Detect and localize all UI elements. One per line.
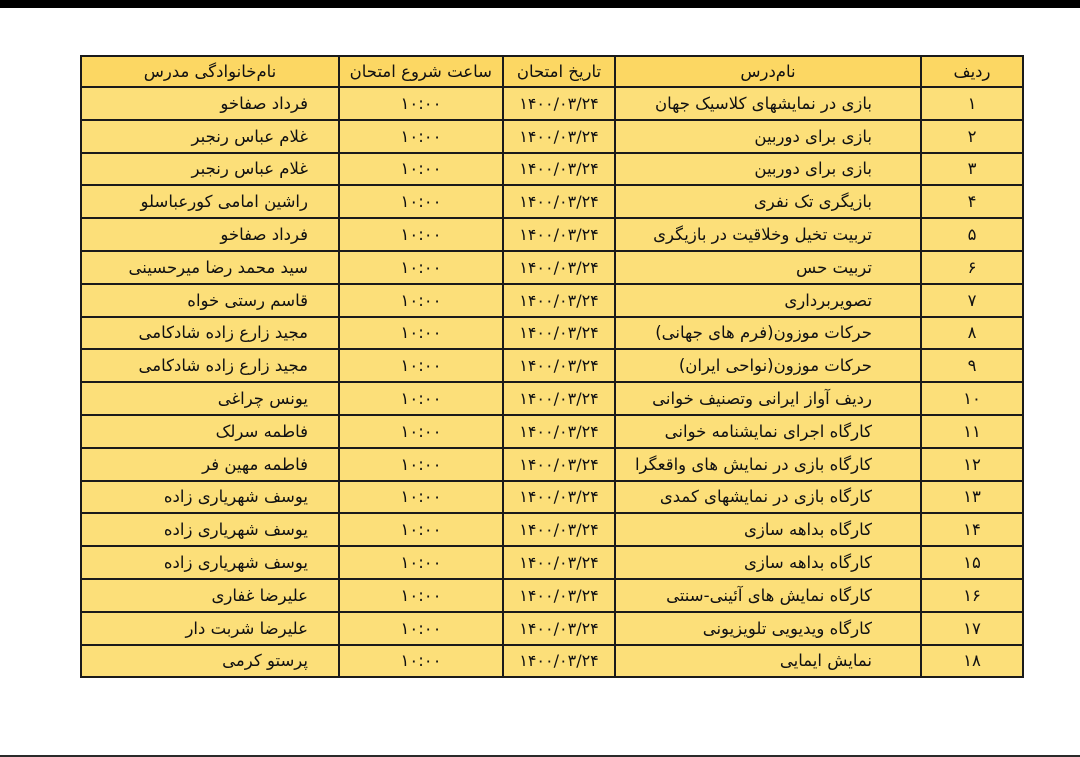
teacher-name-cell: علیرضا شربت دار [81, 612, 339, 645]
exam-time-cell: ۱۰:۰۰ [339, 153, 503, 186]
header-exam-date: تاریخ امتحان [503, 56, 615, 87]
row-number-cell: ۶ [921, 251, 1023, 284]
row-number-cell: ۴ [921, 185, 1023, 218]
header-teacher-name: نام‌خانوادگی مدرس [81, 56, 339, 87]
course-name-cell: بازی برای دوربین [615, 120, 921, 153]
exam-time-cell: ۱۰:۰۰ [339, 382, 503, 415]
row-number-cell: ۱۷ [921, 612, 1023, 645]
course-name-cell: بازی در نمایشهای کلاسیک جهان [615, 87, 921, 120]
exam-time-cell: ۱۰:۰۰ [339, 481, 503, 514]
teacher-name-cell: علیرضا غفاری [81, 579, 339, 612]
teacher-name-cell: یوسف شهریاری زاده [81, 513, 339, 546]
teacher-name-cell: فاطمه سرلک [81, 415, 339, 448]
exam-time-cell: ۱۰:۰۰ [339, 579, 503, 612]
teacher-name-cell: یوسف شهریاری زاده [81, 481, 339, 514]
exam-date-cell: ۱۴۰۰/۰۳/۲۴ [503, 349, 615, 382]
teacher-name-cell: مجید زارع زاده شادکامی [81, 317, 339, 350]
header-exam-time: ساعت شروع امتحان [339, 56, 503, 87]
exam-date-cell: ۱۴۰۰/۰۳/۲۴ [503, 382, 615, 415]
exam-date-cell: ۱۴۰۰/۰۳/۲۴ [503, 415, 615, 448]
exam-time-cell: ۱۰:۰۰ [339, 87, 503, 120]
exam-time-cell: ۱۰:۰۰ [339, 415, 503, 448]
course-name-cell: بازیگری تک نفری [615, 185, 921, 218]
course-name-cell: کارگاه بداهه سازی [615, 513, 921, 546]
row-number-cell: ۱۴ [921, 513, 1023, 546]
table-row [81, 546, 1023, 579]
exam-date-cell: ۱۴۰۰/۰۳/۲۴ [503, 317, 615, 350]
exam-time-cell: ۱۰:۰۰ [339, 612, 503, 645]
table-row [81, 87, 1023, 120]
exam-date-cell: ۱۴۰۰/۰۳/۲۴ [503, 218, 615, 251]
table-row [81, 382, 1023, 415]
course-name-cell: تربیت حس [615, 251, 921, 284]
exam-date-cell: ۱۴۰۰/۰۳/۲۴ [503, 546, 615, 579]
course-name-cell: تربیت تخیل وخلاقیت در بازیگری [615, 218, 921, 251]
table-row [81, 612, 1023, 645]
row-number-cell: ۹ [921, 349, 1023, 382]
row-number-cell: ۳ [921, 153, 1023, 186]
table-row [81, 481, 1023, 514]
row-number-cell: ۱۱ [921, 415, 1023, 448]
table-row [81, 185, 1023, 218]
course-name-cell: بازی برای دوربین [615, 153, 921, 186]
exam-time-cell: ۱۰:۰۰ [339, 349, 503, 382]
exam-time-cell: ۱۰:۰۰ [339, 645, 503, 678]
exam-date-cell: ۱۴۰۰/۰۳/۲۴ [503, 153, 615, 186]
exam-time-cell: ۱۰:۰۰ [339, 448, 503, 481]
exam-date-cell: ۱۴۰۰/۰۳/۲۴ [503, 645, 615, 678]
exam-date-cell: ۱۴۰۰/۰۳/۲۴ [503, 579, 615, 612]
exam-time-cell: ۱۰:۰۰ [339, 185, 503, 218]
course-name-cell: حرکات موزون(نواحی ایران) [615, 349, 921, 382]
teacher-name-cell: فرداد صفاخو [81, 218, 339, 251]
row-number-cell: ۱۳ [921, 481, 1023, 514]
exam-date-cell: ۱۴۰۰/۰۳/۲۴ [503, 481, 615, 514]
teacher-name-cell: پرستو کرمی [81, 645, 339, 678]
teacher-name-cell: غلام عباس رنجبر [81, 153, 339, 186]
teacher-name-cell: فرداد صفاخو [81, 87, 339, 120]
teacher-name-cell: سید محمد رضا میرحسینی [81, 251, 339, 284]
course-name-cell: نمایش ایمایی [615, 645, 921, 678]
exam-time-cell: ۱۰:۰۰ [339, 218, 503, 251]
table-row [81, 120, 1023, 153]
teacher-name-cell: یونس چراغی [81, 382, 339, 415]
course-name-cell: کارگاه نمایش های آئینی-سنتی [615, 579, 921, 612]
row-number-cell: ۱۵ [921, 546, 1023, 579]
table-row [81, 579, 1023, 612]
teacher-name-cell: غلام عباس رنجبر [81, 120, 339, 153]
course-name-cell: کارگاه ویدیویی تلویزیونی [615, 612, 921, 645]
row-number-cell: ۲ [921, 120, 1023, 153]
row-number-cell: ۸ [921, 317, 1023, 350]
exam-date-cell: ۱۴۰۰/۰۳/۲۴ [503, 185, 615, 218]
table-row [81, 317, 1023, 350]
row-number-cell: ۱ [921, 87, 1023, 120]
table-row [81, 448, 1023, 481]
course-name-cell: تصویربرداری [615, 284, 921, 317]
table-row [81, 513, 1023, 546]
table-row [81, 415, 1023, 448]
exam-time-cell: ۱۰:۰۰ [339, 251, 503, 284]
top-black-bar [0, 0, 1080, 8]
exam-time-cell: ۱۰:۰۰ [339, 317, 503, 350]
course-name-cell: حرکات موزون(فرم های جهانی) [615, 317, 921, 350]
exam-time-cell: ۱۰:۰۰ [339, 513, 503, 546]
teacher-name-cell: فاطمه مهین فر [81, 448, 339, 481]
table-body [81, 87, 1023, 677]
row-number-cell: ۷ [921, 284, 1023, 317]
header-course-name: نام‌درس [615, 56, 921, 87]
exam-date-cell: ۱۴۰۰/۰۳/۲۴ [503, 284, 615, 317]
table-row [81, 284, 1023, 317]
exam-date-cell: ۱۴۰۰/۰۳/۲۴ [503, 513, 615, 546]
course-name-cell: کارگاه اجرای نمایشنامه خوانی [615, 415, 921, 448]
course-name-cell: کارگاه بازی در نمایش های واقعگرا [615, 448, 921, 481]
exam-date-cell: ۱۴۰۰/۰۳/۲۴ [503, 448, 615, 481]
exam-time-cell: ۱۰:۰۰ [339, 284, 503, 317]
row-number-cell: ۱۰ [921, 382, 1023, 415]
exam-date-cell: ۱۴۰۰/۰۳/۲۴ [503, 120, 615, 153]
row-number-cell: ۱۶ [921, 579, 1023, 612]
course-name-cell: کارگاه بداهه سازی [615, 546, 921, 579]
table-row [81, 153, 1023, 186]
exam-date-cell: ۱۴۰۰/۰۳/۲۴ [503, 251, 615, 284]
exam-time-cell: ۱۰:۰۰ [339, 546, 503, 579]
table-row [81, 218, 1023, 251]
exam-schedule-table [80, 55, 1024, 678]
exam-time-cell: ۱۰:۰۰ [339, 120, 503, 153]
table-row [81, 645, 1023, 678]
exam-date-cell: ۱۴۰۰/۰۳/۲۴ [503, 612, 615, 645]
table-row [81, 349, 1023, 382]
course-name-cell: کارگاه بازی در نمایشهای کمدی [615, 481, 921, 514]
exam-date-cell: ۱۴۰۰/۰۳/۲۴ [503, 87, 615, 120]
course-name-cell: ردیف آواز ایرانی وتصنیف خوانی [615, 382, 921, 415]
header-row-number: ردیف [921, 56, 1023, 87]
teacher-name-cell: راشین امامی کورعباسلو [81, 185, 339, 218]
row-number-cell: ۱۲ [921, 448, 1023, 481]
teacher-name-cell: مجید زارع زاده شادکامی [81, 349, 339, 382]
table-header-row [81, 56, 1023, 87]
teacher-name-cell: یوسف شهریاری زاده [81, 546, 339, 579]
teacher-name-cell: قاسم رستی خواه [81, 284, 339, 317]
row-number-cell: ۱۸ [921, 645, 1023, 678]
table-row [81, 251, 1023, 284]
row-number-cell: ۵ [921, 218, 1023, 251]
exam-schedule-table-wrapper [80, 55, 1022, 678]
